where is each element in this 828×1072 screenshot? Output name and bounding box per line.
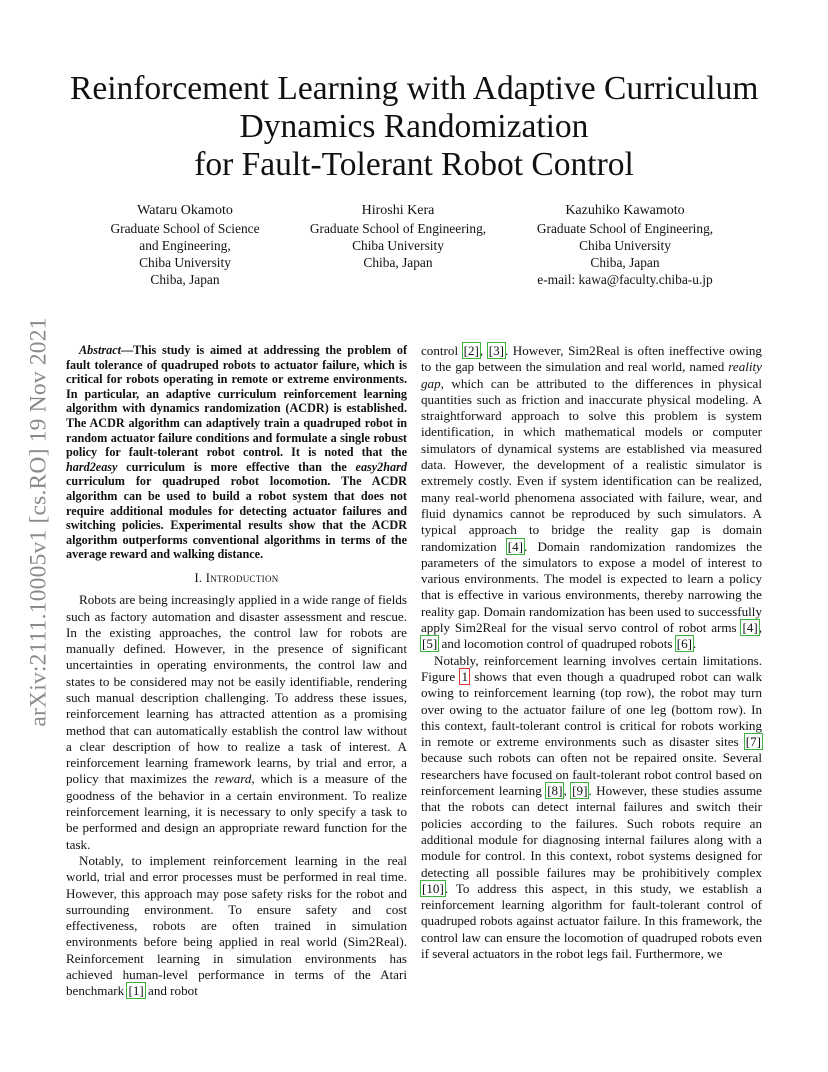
citation-link[interactable]: [10] <box>422 880 444 896</box>
author-block <box>90 202 280 288</box>
citation-link[interactable]: [2] <box>463 343 479 358</box>
title-line: Dynamics Randomization <box>239 108 589 145</box>
paper-title <box>70 70 758 184</box>
arxiv-identifier: arXiv:2111.10005v1 [cs.RO] 19 Nov 2021 <box>25 317 52 727</box>
author-block <box>298 202 498 271</box>
author-affiliation: Chiba University <box>352 238 444 253</box>
right-column <box>421 343 762 962</box>
author-affiliation: Graduate School of Science <box>110 221 260 236</box>
left-column <box>66 343 407 1000</box>
author-affiliation: Graduate School of Engineering, <box>536 221 714 236</box>
author-affiliation: Chiba University <box>579 238 671 253</box>
citation-link[interactable]: [1] <box>128 983 144 999</box>
citation-link[interactable]: [3] <box>488 343 504 358</box>
citation-link[interactable]: [6] <box>676 636 693 652</box>
author-affiliation: and Engineering, <box>139 238 231 253</box>
citation-link[interactable]: [8] <box>547 783 563 799</box>
citation-link[interactable]: [4] <box>507 538 524 554</box>
author-affiliation: Chiba, Japan <box>150 272 220 287</box>
paragraph: Notably, reinforcement learning involves certain limitations. Figure 1 shows that even though a quadruped robot can walk owing to reinforcement learning (top row), the robot may turn over owing to the actuator failure of one leg (bottom row). In this context, fault-tolerant control is critical for robots working in remote or extreme environments such as disaster sites [7] because such robots can often not be repaired onsite. Several researchers have focused on fault-tolerant robot control based on reinforcement learning [8], [9]. However, these studies assume that the robots can detect internal failures and switch their policies according to the failures. Such robots require an additional module for diagnosing internal failures along with a module for control. In this context, robot systems designed for detecting all possible failures may be prohibitively complex [10]. To address this aspect, in this study, we establish a reinforcement learning algorithm for fault-tolerant control of quadruped robots against actuator failure. In this framework, the control law can ensure the locomotion of quadruped robots even if several actuators in the robot legs fail. Furthermore, we <box>421 652 762 961</box>
author-name: Kazuhiko Kawamoto <box>565 203 685 218</box>
paragraph: control [2], [3]. However, Sim2Real is often ineffective owing to the gap between the simulation and real world, named reality gap, which can be attributed to the differences in physical quantities such as friction and inaccurate physical modeling. A straightforward approach to solve this problem is system identification, in which mathematical models or computer simulators of dynamical systems are established via measured data. However, the development of a realistic simulator is extremely costly. Even if system identification can be realized, many real-world phenomena associated with failure, wear, and fluid dynamics cannot be reproduced by such simulators. A typical approach to bridge the reality gap is domain randomization [4]. Domain randomization randomizes the parameters of the simulators to expose a model of interest to various environments. The model is expected to learn a policy that is effective in various environments, thereby narrowing the reality gap. Domain randomization has been used to successfully apply Sim2Real for the visual servo control of robot arms [4], [5] and locomotion control of quadruped robots [6]. <box>421 343 763 652</box>
citation-link[interactable]: [9] <box>572 783 588 799</box>
abstract-label: Abstract <box>79 343 121 357</box>
author-affiliation: Graduate School of Engineering, <box>309 221 487 236</box>
abstract: Abstract—This study is aimed at addressing the problem of fault tolerance of quadruped robots to actuator failure, which is critical for robots operating in remote or extreme environments. In particular, an adaptive curriculum reinforcement learning algorithm with dynamics randomization (ACDR) is established. The ACDR algorithm can adaptively train a quadruped robot in random actuator failure conditions and formulate a single robust policy for fault-tolerant robot control. It is noted that the hard2easy curriculum is more effective than the easy2hard curriculum for quadruped robot locomotion. The ACDR algorithm can be used to build a robot system that does not require additional modules for detecting actuator failures and switching policies. Experimental results show that the ACDR algorithm outperforms conventional algorithms in terms of the average reward and walking distance. <box>66 343 407 562</box>
figure-link[interactable]: 1 <box>461 668 468 684</box>
citation-link[interactable]: [4] <box>742 620 758 636</box>
paragraph: Robots are being increasingly applied in a wide range of fields such as factory automation and disaster assessment and rescue. In the existing approaches, the control law for robots are manually defined. However, in the presence of significant uncertainties in operating environments, the control law and states to be considered may not be easily identifiable, rendering such manual description challenging. To address these issues, reinforcement learning has attracted attention as a promising method that can automatically establish the control law without a clear description of how to realize a task of interest. A reinforcement learning framework learns, by trial and error, a policy that maximizes the reward, which is a measure of the goodness of the behavior in a certain environment. To realize reinforcement learning, it is necessary to only specify a task to be performed and design an appropriate reward function for the task. <box>66 592 407 852</box>
author-name: Hiroshi Kera <box>361 203 435 218</box>
author-block <box>522 202 728 288</box>
author-email[interactable]: e-mail: kawa@faculty.chiba-u.jp <box>537 272 713 287</box>
title-line: for Fault-Tolerant Robot Control <box>194 146 634 183</box>
author-affiliation: Chiba University <box>139 255 231 270</box>
author-affiliation: Chiba, Japan <box>590 255 660 270</box>
author-name: Wataru Okamoto <box>137 203 233 218</box>
title-line: Reinforcement Learning with Adaptive Curriculum <box>70 70 759 107</box>
section-heading: I. Introduction <box>194 570 279 585</box>
citation-link[interactable]: [5] <box>422 636 438 652</box>
author-affiliation: Chiba, Japan <box>363 255 433 270</box>
citation-link[interactable]: [7] <box>745 734 761 750</box>
paragraph: Notably, to implement reinforcement learning in the real world, trial and error processes must be performed in real time. However, this approach may pose safety risks for the robot and surrounding environment. To ensure safety and cost effectiveness, robots are often trained in simulation environments before being applied in real world (Sim2Real). Reinforcement learning in simulation environments has achieved human-level performance in terms of the Atari benchmark [1] and robot <box>66 852 407 999</box>
